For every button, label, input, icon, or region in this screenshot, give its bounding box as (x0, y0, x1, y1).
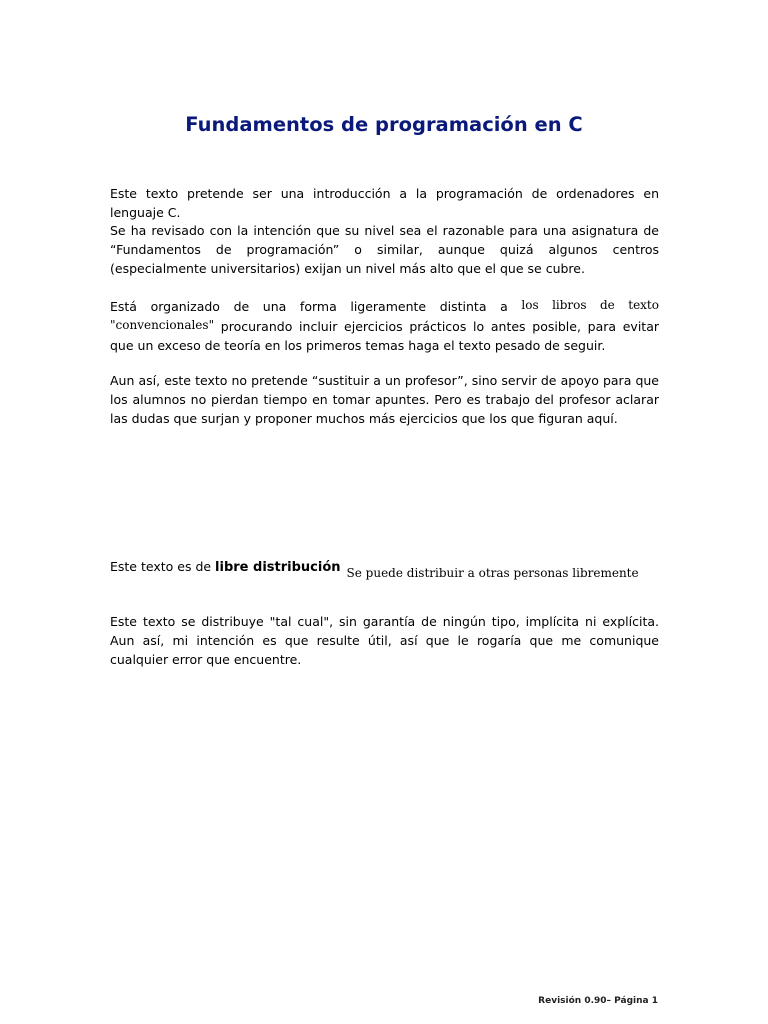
page-footer: Revisión 0.90– Página 1 (538, 996, 658, 1006)
organization-text-start: Está organizado de una forma ligeramente distinta a (110, 299, 522, 314)
license-strong-text: libre distribución (215, 560, 341, 575)
organization-text-end: procurando incluir ejercicios prácticos lo antes posible, para evitar que un exceso de teoría en los primeros temas haga el texto pesado de seguir. (110, 319, 659, 353)
page-title: Fundamentos de programación en C (185, 113, 583, 136)
intro-paragraph: Este texto pretende ser una introducción a la programación de ordenadores en lenguaje C. (110, 186, 659, 220)
license-note: Se puede distribuir a otras personas libremente (346, 566, 639, 580)
conventional-books-note: los libros de texto "convencionales" (110, 298, 659, 332)
level-paragraph: Se ha revisado con la intención que su nivel sea el razonable para una asignatura de “Fundamentos de programación” o similar, aunque quizá algunos centros (especialmente universitarios) exijan un nivel más alto que el que se cubre. (110, 223, 659, 276)
license-line (110, 557, 659, 580)
teacher-paragraph: Aun así, este texto no pretende “sustituir a un profesor”, sino servir de apoyo para que los alumnos no pierdan tiempo en tomar apuntes. Pero es trabajo del profesor aclarar las dudas que surjan y proponer muchos más ejercicios que los que figuran aquí. (110, 373, 659, 426)
organization-paragraph (110, 296, 659, 355)
warranty-paragraph: Este texto se distribuye "tal cual", sin garantía de ningún tipo, implícita ni explícita. Aun así, mi intención es que resulte útil, así que le rogaría que me comunique cualquier error que encuentre. (110, 614, 659, 667)
license-prefix: Este texto es de (110, 559, 216, 574)
